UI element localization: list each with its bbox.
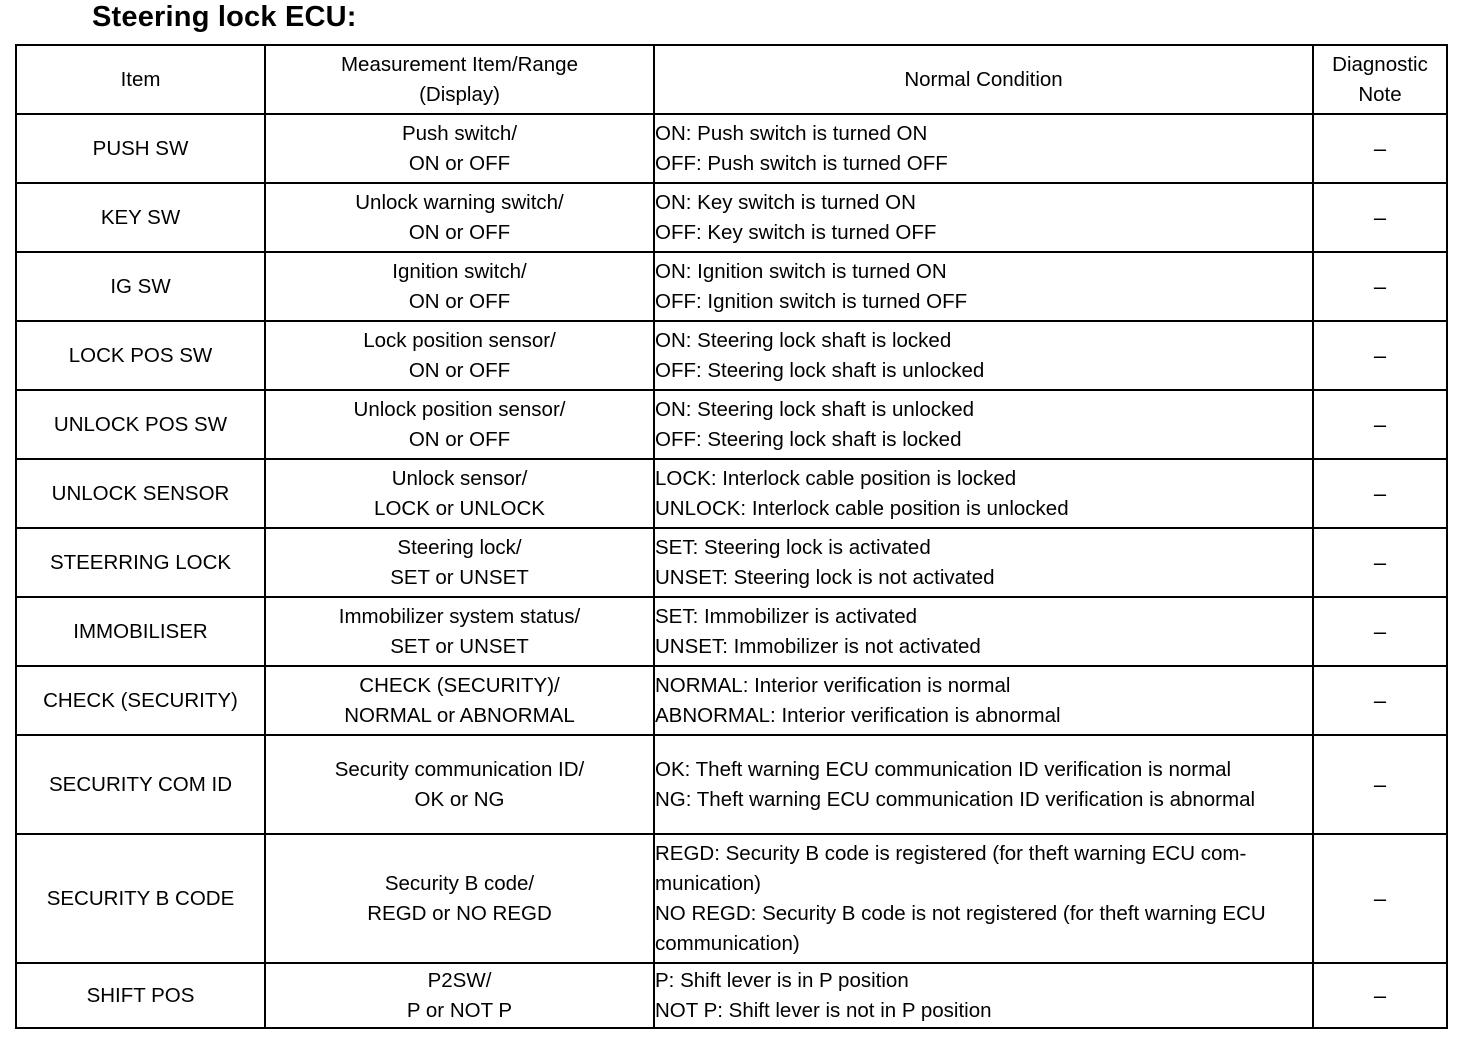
table-row bbox=[16, 834, 1447, 963]
diagnostic-note-cell: – bbox=[1313, 183, 1447, 252]
page-title: Steering lock ECU: bbox=[92, 1, 357, 33]
diagnostic-note-cell: – bbox=[1313, 321, 1447, 390]
item-cell: IG SW bbox=[16, 252, 265, 321]
table-row bbox=[16, 114, 1447, 183]
range-cell: Security communication ID/ OK or NG bbox=[265, 735, 654, 834]
range-cell: Steering lock/ SET or UNSET bbox=[265, 528, 654, 597]
condition-cell: SET: Immobilizer is activated UNSET: Immobilizer is not activated bbox=[654, 597, 1313, 666]
table-row bbox=[16, 390, 1447, 459]
diagnostic-note-cell: – bbox=[1313, 963, 1447, 1028]
item-cell: UNLOCK SENSOR bbox=[16, 459, 265, 528]
diagnostic-note-cell: – bbox=[1313, 459, 1447, 528]
diagnostic-note-cell: – bbox=[1313, 252, 1447, 321]
condition-cell: ON: Ignition switch is turned ON OFF: Ignition switch is turned OFF bbox=[654, 252, 1313, 321]
range-cell: Immobilizer system status/ SET or UNSET bbox=[265, 597, 654, 666]
item-cell: LOCK POS SW bbox=[16, 321, 265, 390]
range-cell: Unlock warning switch/ ON or OFF bbox=[265, 183, 654, 252]
table-row bbox=[16, 459, 1447, 528]
diagnostic-note-cell: – bbox=[1313, 114, 1447, 183]
table-row bbox=[16, 183, 1447, 252]
item-cell: IMMOBILISER bbox=[16, 597, 265, 666]
item-cell: CHECK (SECURITY) bbox=[16, 666, 265, 735]
range-cell: Security B code/ REGD or NO REGD bbox=[265, 834, 654, 963]
item-cell: STEERRING LOCK bbox=[16, 528, 265, 597]
condition-cell: NORMAL: Interior verification is normal ABNORMAL: Interior verification is abnormal bbox=[654, 666, 1313, 735]
diagnostic-note-cell: – bbox=[1313, 390, 1447, 459]
header-measurement-range: Measurement Item/Range (Display) bbox=[265, 45, 654, 114]
range-cell: CHECK (SECURITY)/ NORMAL or ABNORMAL bbox=[265, 666, 654, 735]
item-cell: SHIFT POS bbox=[16, 963, 265, 1028]
condition-cell: P: Shift lever is in P position NOT P: Shift lever is not in P position bbox=[654, 963, 1313, 1028]
diagnostic-note-cell: – bbox=[1313, 834, 1447, 963]
item-cell: UNLOCK POS SW bbox=[16, 390, 265, 459]
range-cell: Ignition switch/ ON or OFF bbox=[265, 252, 654, 321]
condition-cell: OK: Theft warning ECU communication ID verification is normal NG: Theft warning ECU communication ID verification is abnormal bbox=[654, 735, 1313, 834]
table-row bbox=[16, 666, 1447, 735]
table-row bbox=[16, 528, 1447, 597]
header-diagnostic-note: Diagnostic Note bbox=[1313, 45, 1447, 114]
diagnostic-note-cell: – bbox=[1313, 597, 1447, 666]
table-header-row bbox=[16, 45, 1447, 114]
table-row bbox=[16, 597, 1447, 666]
table-row bbox=[16, 963, 1447, 1028]
range-cell: Unlock position sensor/ ON or OFF bbox=[265, 390, 654, 459]
item-cell: SECURITY B CODE bbox=[16, 834, 265, 963]
range-cell: Unlock sensor/ LOCK or UNLOCK bbox=[265, 459, 654, 528]
range-cell: Lock position sensor/ ON or OFF bbox=[265, 321, 654, 390]
range-cell: Push switch/ ON or OFF bbox=[265, 114, 654, 183]
header-normal-condition: Normal Condition bbox=[654, 45, 1313, 114]
condition-cell: ON: Steering lock shaft is locked OFF: Steering lock shaft is unlocked bbox=[654, 321, 1313, 390]
range-cell: P2SW/ P or NOT P bbox=[265, 963, 654, 1028]
diagnostic-note-cell: – bbox=[1313, 735, 1447, 834]
item-cell: SECURITY COM ID bbox=[16, 735, 265, 834]
condition-cell: SET: Steering lock is activated UNSET: Steering lock is not activated bbox=[654, 528, 1313, 597]
diagnostic-note-cell: – bbox=[1313, 528, 1447, 597]
item-cell: KEY SW bbox=[16, 183, 265, 252]
header-item: Item bbox=[16, 45, 265, 114]
condition-cell: ON: Key switch is turned ON OFF: Key switch is turned OFF bbox=[654, 183, 1313, 252]
diagnostic-note-cell: – bbox=[1313, 666, 1447, 735]
table-row bbox=[16, 735, 1447, 834]
condition-cell: ON: Steering lock shaft is unlocked OFF: Steering lock shaft is locked bbox=[654, 390, 1313, 459]
condition-cell: ON: Push switch is turned ON OFF: Push switch is turned OFF bbox=[654, 114, 1313, 183]
table-row bbox=[16, 321, 1447, 390]
steering-lock-ecu-table bbox=[15, 44, 1448, 1029]
item-cell: PUSH SW bbox=[16, 114, 265, 183]
condition-cell: LOCK: Interlock cable position is locked UNLOCK: Interlock cable position is unlocked bbox=[654, 459, 1313, 528]
condition-cell: REGD: Security B code is registered (for theft warning ECU com-munication) NO REGD: Security B code is not registered (for theft warning ECU communication) bbox=[654, 834, 1313, 963]
table-row bbox=[16, 252, 1447, 321]
